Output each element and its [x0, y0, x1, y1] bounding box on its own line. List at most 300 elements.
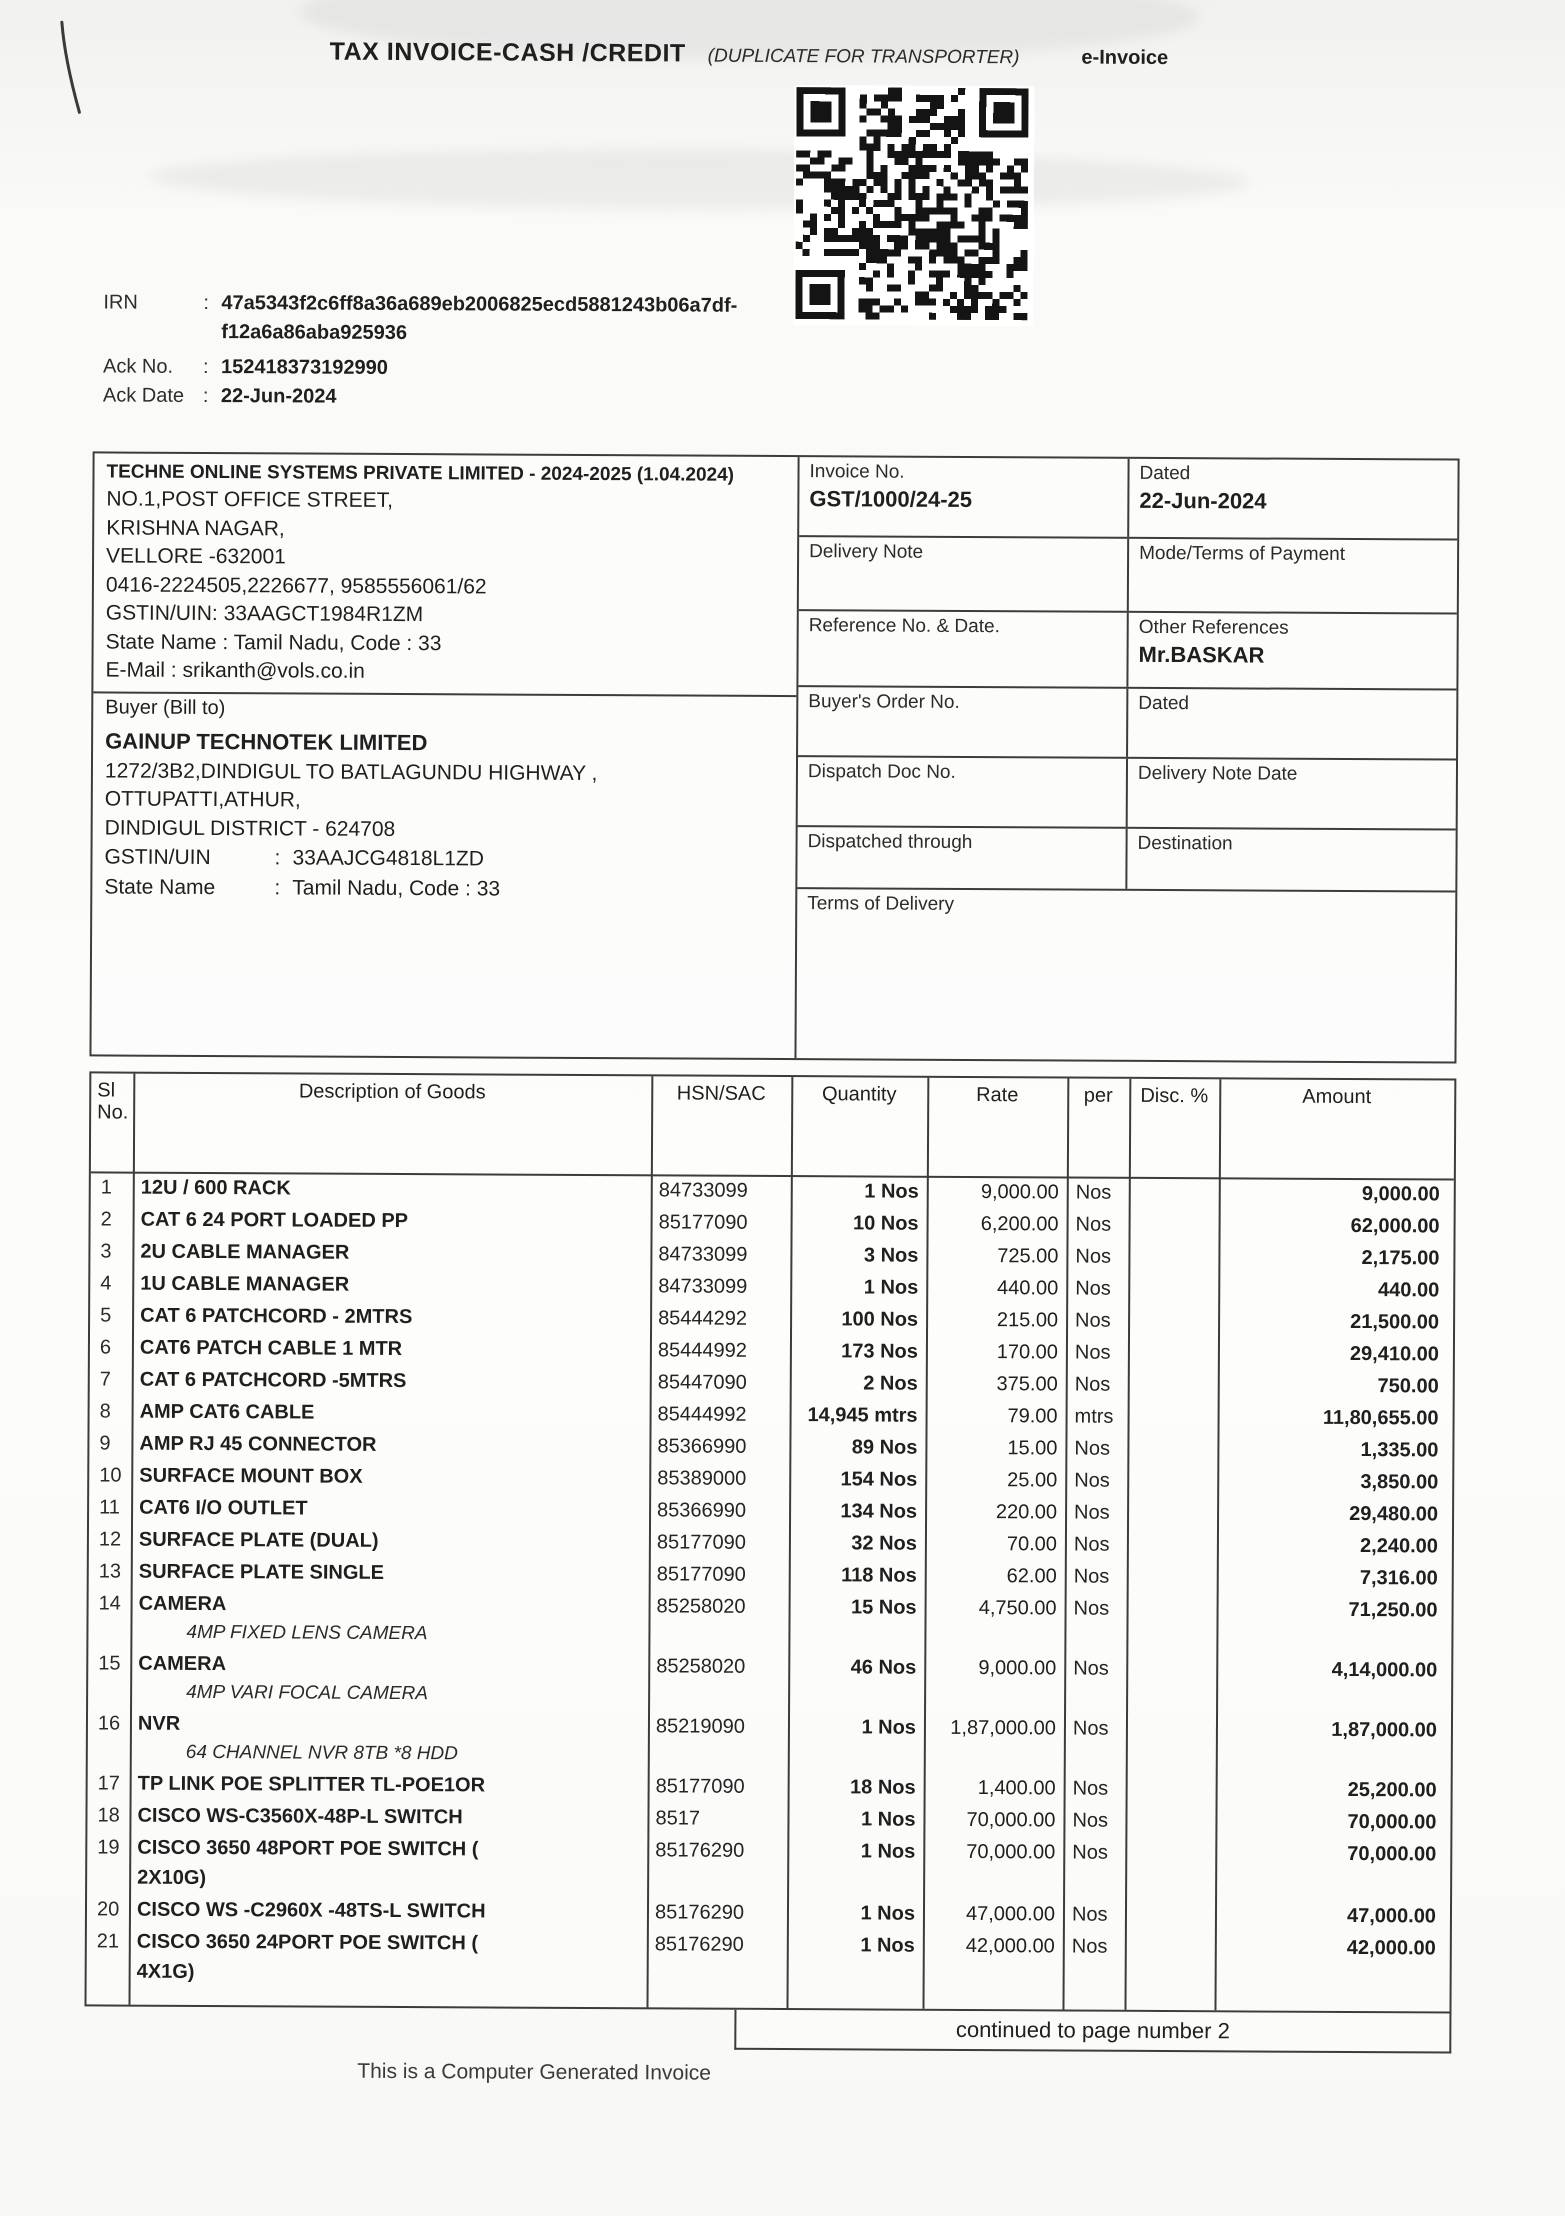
item-description-cell — [129, 1926, 647, 1991]
item-description: CISCO 3650 48PORT POE SWITCH ( 2X10G) — [137, 1836, 479, 1890]
item-sl: 16 — [97, 1712, 121, 1735]
item-sl: 1 — [100, 1176, 112, 1199]
item-sl: 19 — [97, 1836, 120, 1859]
item-hsn: 85177090 — [656, 1531, 746, 1554]
qr-code — [793, 85, 1034, 326]
item-disc — [1129, 1209, 1219, 1241]
buyer-address-line: DINDIGUL DISTRICT - 624708 — [104, 815, 396, 841]
item-description: CAT 6 PATCHCORD -5MTRS — [139, 1368, 407, 1393]
item-rate: 725.00 — [997, 1245, 1059, 1268]
buyer-block — [92, 721, 796, 910]
table-row — [87, 1831, 1450, 1900]
item-sl: 15 — [98, 1652, 121, 1675]
item-per: Nos — [1072, 1717, 1109, 1740]
dispatched-through-value — [807, 854, 1115, 886]
item-description-cell — [131, 1428, 649, 1463]
item-hsn: 85366990 — [657, 1435, 747, 1458]
item-description-cell — [133, 1204, 651, 1239]
meta-cell-terms-of-delivery — [796, 889, 1455, 1061]
buyer-address-line: 1272/3B2,DINDIGUL TO BATLAGUNDU HIGHWAY , — [104, 758, 598, 785]
table-header-row — [91, 1073, 1454, 1178]
item-disc — [1127, 1465, 1217, 1497]
meta-row — [799, 537, 1457, 614]
meta-cell-dated — [1129, 459, 1457, 539]
buyers-order-value — [808, 714, 1116, 746]
document-header — [330, 38, 1169, 71]
item-per: Nos — [1075, 1277, 1111, 1300]
meta-row — [799, 457, 1457, 540]
reference-value — [809, 638, 1117, 670]
item-hsn: 84733099 — [658, 1243, 748, 1266]
meta-cell-delivery-note-date — [1128, 759, 1456, 829]
item-disc — [1125, 1899, 1215, 1931]
item-description: AMP RJ 45 CONNECTOR — [139, 1432, 377, 1456]
item-description-cell — [130, 1648, 648, 1711]
destination-value — [1137, 856, 1445, 888]
item-disc — [1128, 1273, 1218, 1305]
item-sl: 8 — [99, 1400, 111, 1423]
item-amount: 11,80,655.00 — [1322, 1406, 1439, 1430]
item-hsn: 85176290 — [654, 1901, 745, 1924]
item-amount: 3,850.00 — [1360, 1471, 1439, 1494]
col-header-description: Description of Goods — [298, 1080, 486, 1104]
item-subdescription: 4MP VARI FOCAL CAMERA — [186, 1681, 428, 1705]
item-description-cell — [129, 1800, 647, 1835]
item-hsn: 85177090 — [655, 1775, 745, 1798]
item-qty: 10 Nos — [852, 1212, 919, 1235]
item-disc — [1127, 1529, 1217, 1561]
item-subdescription: 64 CHANNEL NVR 8TB *8 HDD — [185, 1741, 458, 1765]
table-row — [88, 1587, 1451, 1654]
item-qty: 32 Nos — [851, 1532, 917, 1555]
item-sl: 20 — [96, 1898, 120, 1921]
item-amount: 70,000.00 — [1347, 1810, 1437, 1834]
item-description: SURFACE PLATE (DUAL) — [138, 1528, 379, 1552]
item-description-cell — [130, 1768, 648, 1803]
meta-label: Buyer's Order No. — [808, 691, 960, 713]
item-sl: 21 — [96, 1930, 120, 1953]
item-description-cell — [132, 1396, 650, 1431]
buyer-name: GAINUP TECHNOTEK LIMITED — [105, 727, 428, 755]
meta-cell-order-dated — [1128, 689, 1456, 759]
item-sl: 5 — [100, 1304, 112, 1327]
item-description: CAT 6 PATCHCORD - 2MTRS — [140, 1304, 413, 1329]
item-rate: 79.00 — [1007, 1405, 1058, 1428]
item-qty: 15 Nos — [850, 1596, 917, 1619]
col-header-rate: Rate — [976, 1084, 1019, 1107]
meta-label: Dated — [1138, 692, 1190, 715]
item-hsn: 85177090 — [656, 1563, 746, 1586]
seller-state-line: State Name : Tamil Nadu, Code : 33 — [105, 629, 442, 655]
item-qty: 154 Nos — [840, 1468, 918, 1491]
item-per: Nos — [1072, 1809, 1109, 1832]
seller-address-line: KRISHNA NAGAR, — [106, 515, 285, 540]
col-header-sl — [91, 1073, 134, 1171]
meta-label: Dispatched through — [807, 831, 973, 854]
meta-row-terms — [796, 889, 1455, 1061]
meta-cell-buyers-order — [798, 687, 1128, 757]
ack-date-label: Ack Date — [102, 384, 185, 407]
meta-cell-dispatch-doc — [798, 757, 1128, 827]
col-header-sl-bottom: No. — [97, 1101, 129, 1124]
payment-terms-value — [1139, 566, 1447, 598]
item-hsn: 85258020 — [656, 1655, 746, 1678]
item-qty: 173 Nos — [841, 1340, 918, 1363]
item-rate: 9,000.00 — [980, 1181, 1059, 1204]
item-hsn: 85177090 — [658, 1211, 748, 1234]
item-disc — [1126, 1593, 1216, 1653]
meta-label: Dispatch Doc No. — [807, 761, 956, 783]
item-description-cell — [131, 1492, 649, 1527]
item-disc — [1128, 1305, 1218, 1337]
item-qty: 118 Nos — [841, 1564, 917, 1587]
item-qty: 1 Nos — [860, 1840, 916, 1863]
item-amount: 71,250.00 — [1348, 1598, 1438, 1622]
buyer-gstin-label: GSTIN/UIN — [104, 845, 211, 870]
ack-no-row — [103, 352, 737, 384]
meta-cell-invoice-no — [799, 457, 1129, 537]
item-hsn: 84733099 — [658, 1275, 748, 1298]
seller-address-line: NO.1,POST OFFICE STREET, — [106, 487, 394, 512]
item-rate: 440.00 — [997, 1277, 1059, 1300]
item-description-cell — [131, 1556, 649, 1591]
item-sl: 14 — [98, 1592, 121, 1615]
item-sl: 9 — [99, 1432, 111, 1455]
item-description: CISCO WS -C2960X -48TS-L SWITCH — [136, 1898, 486, 1923]
terms-of-delivery-value — [807, 916, 1445, 949]
item-amount: 1,335.00 — [1360, 1439, 1439, 1462]
meta-cell-delivery-note — [799, 537, 1129, 611]
item-description-cell — [132, 1364, 650, 1399]
item-description: TP LINK POE SPLITTER TL-POE1OR — [137, 1772, 486, 1797]
copy-type-label: (DUPLICATE FOR TRANSPORTER) — [707, 45, 1020, 69]
item-rate: 215.00 — [996, 1309, 1059, 1332]
item-amount: 2,175.00 — [1361, 1247, 1440, 1270]
meta-label: Delivery Note Date — [1137, 762, 1298, 785]
item-sl: 6 — [99, 1336, 112, 1359]
delivery-note-date-value — [1138, 786, 1446, 818]
irn-block — [103, 288, 738, 413]
item-amount: 1,87,000.00 — [1331, 1718, 1438, 1742]
item-description: NVR — [137, 1712, 181, 1735]
meta-label: Dated — [1139, 462, 1191, 485]
item-per: Nos — [1073, 1597, 1110, 1620]
spacer — [203, 318, 221, 347]
item-sl: 12 — [98, 1528, 122, 1551]
col-header-quantity: Quantity — [821, 1083, 897, 1106]
item-description: SURFACE MOUNT BOX — [139, 1464, 363, 1488]
item-rate: 25.00 — [1007, 1469, 1058, 1492]
item-per: Nos — [1073, 1533, 1110, 1556]
seller-address-line: VELLORE -632001 — [106, 544, 286, 569]
item-rate: 6,200.00 — [980, 1213, 1059, 1236]
pen-mark — [39, 14, 130, 134]
item-amount: 70,000.00 — [1347, 1842, 1437, 1866]
item-disc — [1125, 1805, 1215, 1837]
seller-email-line: E-Mail : srikanth@vols.co.in — [105, 658, 365, 683]
item-description: CAT6 I/O OUTLET — [139, 1496, 308, 1520]
order-dated-value — [1138, 716, 1446, 748]
item-hsn: 85176290 — [654, 1933, 744, 1956]
meta-cell-other-references — [1128, 613, 1456, 689]
item-rate: 15.00 — [1007, 1437, 1058, 1460]
item-qty: 46 Nos — [850, 1656, 917, 1679]
item-sl: 18 — [97, 1804, 120, 1827]
buyer-state-row — [104, 872, 783, 906]
item-per: Nos — [1075, 1181, 1112, 1204]
item-description: CAT6 PATCH CABLE 1 MTR — [139, 1336, 403, 1361]
item-disc — [1128, 1401, 1218, 1433]
item-amount: 7,316.00 — [1359, 1567, 1438, 1590]
colon: : — [202, 384, 209, 407]
invoice-date: 22-Jun-2024 — [1139, 487, 1267, 514]
item-per: Nos — [1075, 1309, 1111, 1332]
buyer-section-label: Buyer (Bill to) — [105, 695, 226, 719]
item-per: mtrs — [1074, 1405, 1114, 1428]
ack-date-value: 22-Jun-2024 — [220, 385, 337, 408]
item-rate: 375.00 — [996, 1373, 1058, 1396]
item-disc — [1126, 1653, 1216, 1713]
item-sl: 10 — [99, 1464, 122, 1487]
item-qty: 1 Nos — [860, 1902, 916, 1925]
colon: : — [274, 846, 281, 870]
item-description: CAMERA — [138, 1592, 227, 1616]
table-row — [88, 1647, 1451, 1714]
item-sl: 11 — [99, 1496, 120, 1519]
meta-label: Invoice No. — [809, 461, 905, 483]
item-description: CISCO WS-C3560X-48P-L SWITCH — [137, 1804, 463, 1829]
item-description-cell — [131, 1524, 649, 1559]
table-row — [88, 1707, 1451, 1774]
item-amount: 47,000.00 — [1346, 1904, 1437, 1928]
meta-row — [798, 687, 1456, 760]
item-sl: 4 — [100, 1272, 112, 1295]
item-description-cell — [130, 1588, 648, 1651]
colon: : — [274, 876, 281, 900]
ack-no-value: 152418373192990 — [221, 356, 388, 379]
item-disc — [1125, 1931, 1215, 1993]
item-sl: 7 — [99, 1368, 111, 1391]
table-row — [87, 1925, 1450, 1994]
item-per: Nos — [1073, 1657, 1109, 1680]
delivery-note-value — [809, 564, 1117, 596]
items-table-box — [84, 1071, 1456, 2013]
item-qty: 89 Nos — [851, 1436, 918, 1459]
item-hsn: 84733099 — [658, 1179, 748, 1202]
buyer-state-label: State Name — [104, 875, 216, 900]
item-description-cell — [130, 1708, 648, 1771]
item-description: SURFACE PLATE SINGLE — [138, 1560, 385, 1584]
item-description-cell — [132, 1268, 650, 1303]
item-rate: 1,87,000.00 — [950, 1716, 1057, 1740]
item-disc — [1126, 1773, 1216, 1805]
item-description: 12U / 600 RACK — [140, 1176, 291, 1200]
item-description: CAT 6 24 PORT LOADED PP — [140, 1208, 409, 1233]
item-disc — [1127, 1561, 1217, 1593]
item-rate: 1,400.00 — [977, 1777, 1056, 1800]
dispatch-doc-value — [808, 784, 1116, 816]
buyer-gstin-row — [104, 842, 783, 876]
seller-block — [93, 453, 797, 696]
col-header-amount: Amount — [1302, 1085, 1372, 1109]
item-description-cell — [129, 1832, 647, 1897]
item-hsn: 85444992 — [657, 1339, 747, 1362]
item-per: Nos — [1074, 1501, 1110, 1524]
item-disc — [1128, 1337, 1218, 1369]
meta-label: Delivery Note — [809, 541, 924, 563]
item-amount: 440.00 — [1378, 1279, 1440, 1302]
item-hsn: 85219090 — [655, 1715, 745, 1738]
ack-date-row — [103, 381, 737, 413]
item-rate: 4,750.00 — [978, 1597, 1057, 1620]
item-hsn: 85389000 — [657, 1467, 747, 1490]
item-disc — [1127, 1433, 1217, 1465]
item-description-cell — [132, 1332, 650, 1367]
item-per: Nos — [1074, 1341, 1111, 1364]
item-hsn: 8517 — [655, 1807, 701, 1830]
item-qty: 1 Nos — [864, 1180, 919, 1203]
meta-cell-destination — [1127, 829, 1455, 891]
item-description: CAMERA — [138, 1652, 227, 1676]
col-header-hsn: HSN/SAC — [676, 1082, 766, 1105]
colon: : — [203, 355, 209, 379]
item-per: Nos — [1074, 1469, 1110, 1492]
parties-pane — [91, 453, 799, 1058]
item-hsn: 85444992 — [657, 1403, 747, 1426]
colon: : — [203, 291, 210, 315]
item-disc — [1125, 1837, 1215, 1899]
item-rate: 70,000.00 — [966, 1840, 1056, 1864]
col-header-per: per — [1083, 1084, 1113, 1107]
meta-cell-reference — [798, 611, 1128, 687]
seller-name: TECHNE ONLINE SYSTEMS PRIVATE LIMITED - 2024-2025 (1.04.2024) — [106, 461, 735, 486]
item-per: Nos — [1073, 1565, 1110, 1588]
item-hsn: 85447090 — [657, 1371, 747, 1394]
item-amount: 29,410.00 — [1349, 1342, 1439, 1366]
item-qty: 14,945 mtrs — [807, 1404, 918, 1427]
item-per: Nos — [1072, 1841, 1108, 1864]
item-description: CISCO 3650 24PORT POE SWITCH ( 4X1G) — [136, 1930, 479, 1983]
item-qty: 18 Nos — [849, 1776, 916, 1799]
invoice-header-box — [89, 451, 1459, 1063]
item-qty: 3 Nos — [863, 1244, 919, 1267]
meta-label: Terms of Delivery — [807, 893, 955, 915]
item-amount: 9,000.00 — [1361, 1183, 1440, 1206]
item-description-cell — [129, 1894, 647, 1929]
item-amount: 4,14,000.00 — [1331, 1658, 1438, 1682]
item-description: 2U CABLE MANAGER — [140, 1240, 350, 1264]
scan-artifact — [149, 147, 1249, 213]
meta-cell-payment-terms — [1129, 539, 1457, 613]
meta-row — [798, 757, 1456, 830]
item-qty: 1 Nos — [863, 1276, 919, 1299]
item-rate: 70.00 — [1006, 1533, 1057, 1556]
item-description: AMP CAT6 CABLE — [139, 1400, 315, 1424]
continued-note: continued to page number 2 — [734, 2010, 1451, 2054]
irn-value-2: f12a6a86aba925936 — [221, 321, 408, 345]
item-per: Nos — [1074, 1437, 1111, 1460]
item-disc — [1128, 1241, 1218, 1273]
buyer-address-line: OTTUPATTI,ATHUR, — [104, 787, 301, 812]
item-sl: 3 — [100, 1240, 112, 1263]
item-amount: 750.00 — [1377, 1375, 1439, 1398]
items-body — [87, 1171, 1454, 1994]
item-hsn: 85444292 — [658, 1307, 748, 1330]
item-rate: 220.00 — [995, 1501, 1058, 1524]
other-references-value: Mr.BASKAR — [1138, 641, 1265, 668]
item-per: Nos — [1071, 1903, 1108, 1926]
item-subdescription: 4MP FIXED LENS CAMERA — [186, 1621, 428, 1645]
item-sl: 2 — [100, 1208, 112, 1231]
item-description-cell — [133, 1172, 651, 1207]
item-sl: 17 — [97, 1772, 120, 1795]
item-disc — [1127, 1497, 1217, 1529]
einvoice-label: e-Invoice — [1081, 46, 1169, 70]
col-header-sl-top: Sl — [97, 1079, 116, 1102]
item-disc — [1128, 1369, 1218, 1401]
irn-value: 47a5343f2c6ff8a36a689eb2006825ecd5881243b06a7df- — [221, 292, 738, 317]
item-sl: 13 — [98, 1560, 122, 1583]
item-qty: 1 Nos — [861, 1716, 917, 1739]
item-per: Nos — [1071, 1935, 1108, 1958]
buyer-state-value: Tamil Nadu, Code : 33 — [292, 876, 501, 901]
item-description-cell — [131, 1460, 649, 1495]
item-hsn: 85176290 — [655, 1839, 745, 1862]
item-description-cell — [132, 1236, 650, 1271]
item-hsn: 85258020 — [656, 1595, 746, 1618]
item-description: 1U CABLE MANAGER — [140, 1272, 350, 1296]
meta-cell-dispatched-through — [797, 827, 1127, 889]
item-qty: 134 Nos — [840, 1500, 918, 1523]
irn-row — [103, 317, 737, 349]
item-amount: 42,000.00 — [1346, 1936, 1436, 1960]
item-disc — [1129, 1177, 1219, 1209]
item-amount: 62,000.00 — [1350, 1214, 1440, 1238]
buyer-gstin-value: 33AAJCG4818L1ZD — [292, 846, 485, 871]
page-title: TAX INVOICE-CASH /CREDIT — [329, 37, 686, 68]
item-rate: 47,000.00 — [965, 1902, 1056, 1926]
invoice-number: GST/1000/24-25 — [809, 486, 973, 512]
item-rate: 62.00 — [1006, 1565, 1057, 1588]
ack-no-label: Ack No. — [103, 355, 174, 378]
item-qty: 2 Nos — [863, 1372, 918, 1395]
items-table — [87, 1073, 1455, 1994]
item-rate: 70,000.00 — [966, 1808, 1056, 1832]
item-amount: 25,200.00 — [1347, 1778, 1437, 1802]
seller-phone-line: 0416-2224505,2226677, 9585556061/62 — [105, 572, 487, 598]
meta-row — [797, 827, 1455, 892]
item-qty: 1 Nos — [860, 1934, 915, 1957]
col-header-disc: Disc. % — [1140, 1084, 1209, 1108]
invoice-meta-pane — [796, 457, 1457, 1061]
item-per: Nos — [1075, 1245, 1112, 1268]
irn-label: IRN — [103, 291, 138, 314]
item-qty: 100 Nos — [841, 1308, 919, 1331]
item-amount: 2,240.00 — [1359, 1535, 1438, 1558]
item-per: Nos — [1074, 1373, 1111, 1396]
item-per: Nos — [1075, 1213, 1112, 1236]
irn-row — [103, 288, 737, 320]
meta-label: Destination — [1137, 832, 1233, 855]
item-qty: 1 Nos — [860, 1808, 916, 1831]
meta-row — [798, 611, 1456, 690]
computer-generated-note: This is a Computer Generated Invoice — [357, 2059, 712, 2085]
item-amount: 29,480.00 — [1349, 1502, 1439, 1526]
item-rate: 9,000.00 — [978, 1657, 1057, 1680]
meta-label: Other References — [1138, 616, 1289, 639]
meta-label: Reference No. & Date. — [808, 615, 1000, 638]
item-description-cell — [132, 1300, 650, 1335]
